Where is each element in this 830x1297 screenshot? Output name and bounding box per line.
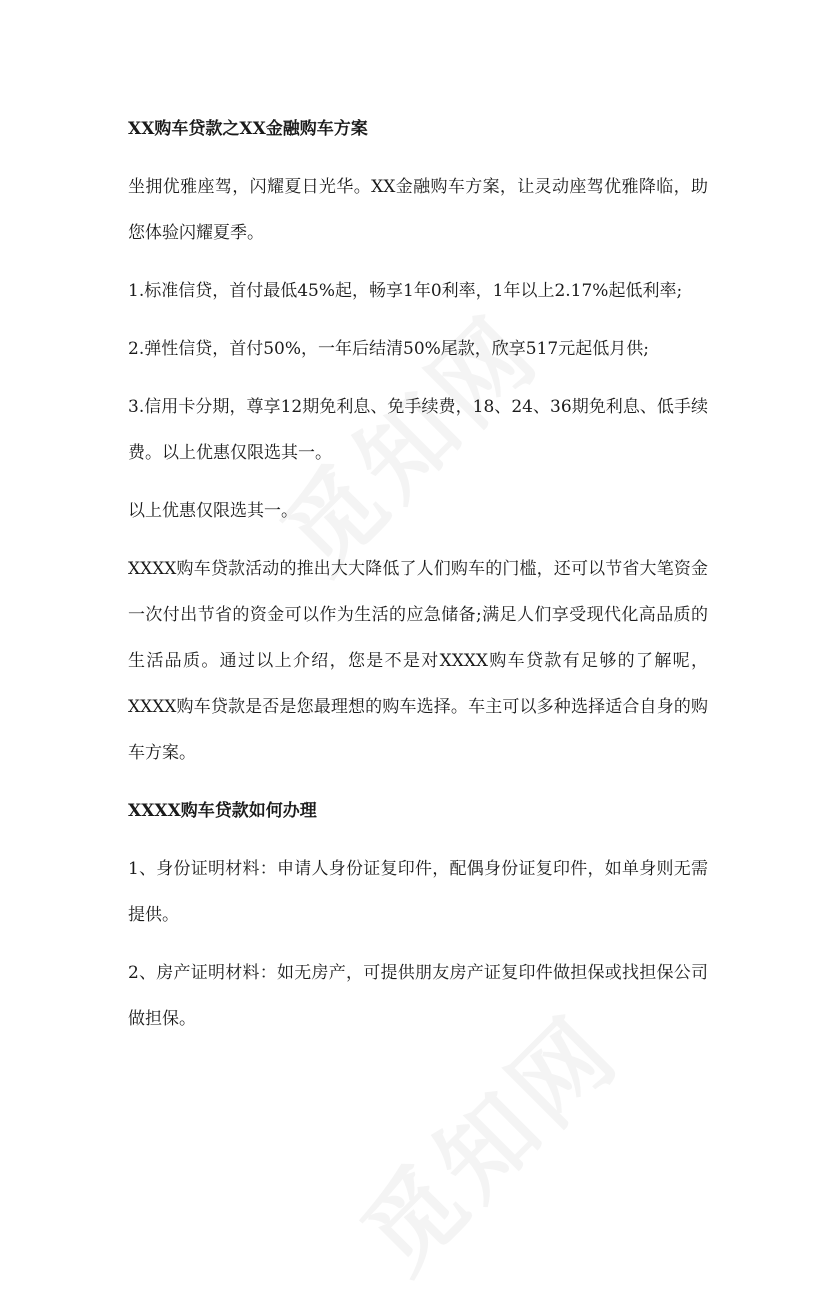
intro-paragraph: 坐拥优雅座驾，闪耀夏日光华。XX金融购车方案，让灵动座驾优雅降临，助您体验闪耀夏季。	[128, 177, 708, 243]
summary-paragraph: XXXX购车贷款活动的推出大大降低了人们购车的门槛，还可以节省大笔资金一次付出节省的资金可以作为生活的应急储备;满足人们享受现代化高品质的生活品质。通过以上介绍，您是不是对XXXX购车贷款有足够的了解呢，XXXX购车贷款是否是您最理想的购车选择。车主可以多种选择适合自身的购车方案。	[128, 559, 708, 763]
document-body	[128, 106, 708, 1054]
section-subtitle: XXXX购车贷款如何办理	[128, 801, 317, 821]
plan-item-3: 3.信用卡分期，尊享12期免利息、免手续费，18、24、36期免利息、低手续费。以上优惠仅限选其一。	[128, 397, 708, 463]
document-title: XX购车贷款之XX金融购车方案	[128, 119, 368, 139]
requirement-item-2: 2、房产证明材料：如无房产，可提供朋友房产证复印件做担保或找担保公司做担保。	[128, 963, 708, 1029]
plan-item-1: 1.标准信贷，首付最低45%起，畅享1年0利率，1年以上2.17%起低利率;	[128, 281, 683, 301]
offer-note: 以上优惠仅限选其一。	[128, 501, 298, 521]
plan-item-2: 2.弹性信贷，首付50%，一年后结清50%尾款，欣享517元起低月供;	[128, 339, 649, 359]
requirement-item-1: 1、身份证明材料：申请人身份证复印件，配偶身份证复印件，如单身则无需提供。	[128, 859, 708, 925]
